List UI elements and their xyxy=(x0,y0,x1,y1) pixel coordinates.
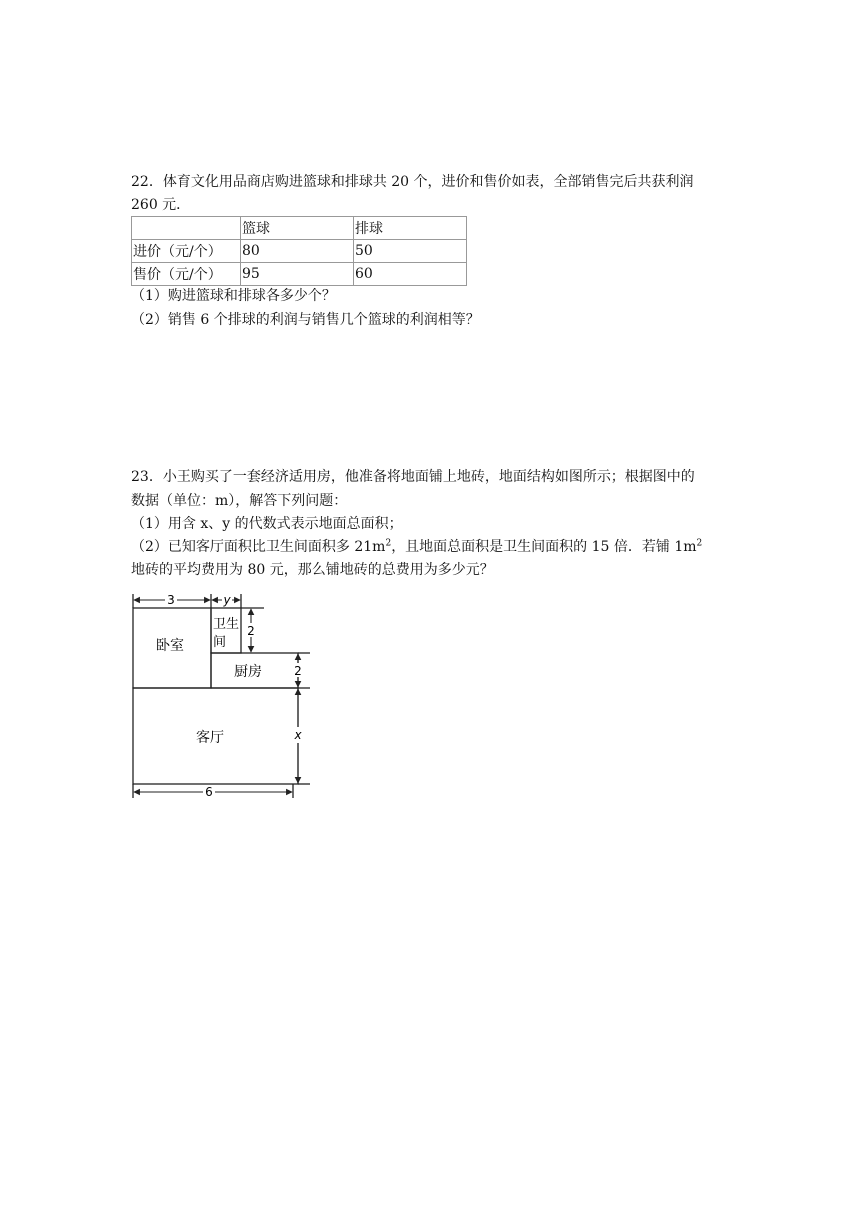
table-row xyxy=(132,263,467,286)
table-cell: 50 xyxy=(354,240,467,263)
table-cell: 进价（元/个） xyxy=(132,240,241,263)
table-cell: 60 xyxy=(354,263,467,286)
room-label-bathroom-2: 间 xyxy=(213,635,227,650)
q23-sub-2-part-a: （2）已知客厅面积比卫生间面积多 21m xyxy=(131,539,386,555)
dim-label-bottom-width: 6 xyxy=(205,785,213,799)
dim-label-living-height: x xyxy=(294,728,302,742)
dim-label-bath-height: 2 xyxy=(247,624,255,638)
q22-sub-1: （1）购进篮球和排球各多少个？ xyxy=(131,288,336,304)
dim-label-top-left: 3 xyxy=(167,593,175,607)
table-row xyxy=(132,240,467,263)
superscript-2: 2 xyxy=(696,538,703,549)
price-table xyxy=(131,216,467,286)
q23-sub-2 xyxy=(131,537,702,557)
dim-label-kitchen-height: 2 xyxy=(294,664,302,678)
q23-line-1: 23．小王购买了一套经济适用房，他准备将地面铺上地砖，地面结构如图所示；根据图中的 xyxy=(131,469,695,485)
q22-line-1: 22．体育文化用品商店购进篮球和排球共 20 个，进价和售价如表，全部销售完后共获利润 xyxy=(131,174,694,190)
table-header-cell: 篮球 xyxy=(241,217,354,240)
room-label-kitchen: 厨房 xyxy=(234,664,262,680)
q22-line-2: 260 元． xyxy=(131,197,191,213)
q23-sub-2-part-b: ，且地面总面积是卫生间面积的 15 倍．若铺 1m xyxy=(391,539,697,555)
table-header-row xyxy=(132,217,467,240)
table-header-cell xyxy=(132,217,241,240)
q23-sub-3: 地砖的平均费用为 80 元，那么铺地砖的总费用为多少元？ xyxy=(131,562,494,578)
table-header-cell: 排球 xyxy=(354,217,467,240)
dim-label-top-right: y xyxy=(223,593,231,607)
room-label-living: 客厅 xyxy=(196,730,224,746)
table-cell: 80 xyxy=(241,240,354,263)
q23-sub-1: （1）用含 x、y 的代数式表示地面总面积； xyxy=(131,516,403,532)
room-label-bathroom-1: 卫生 xyxy=(213,617,240,632)
table-cell: 95 xyxy=(241,263,354,286)
room-label-bedroom: 卧室 xyxy=(156,638,184,654)
q22-sub-2: （2）销售 6 个排球的利润与销售几个篮球的利润相等？ xyxy=(131,312,480,328)
table-cell: 售价（元/个） xyxy=(132,263,241,286)
superscript-2: 2 xyxy=(385,538,392,549)
floor-plan-diagram xyxy=(128,590,318,802)
q23-line-2: 数据（单位：m），解答下列问题： xyxy=(131,493,348,509)
